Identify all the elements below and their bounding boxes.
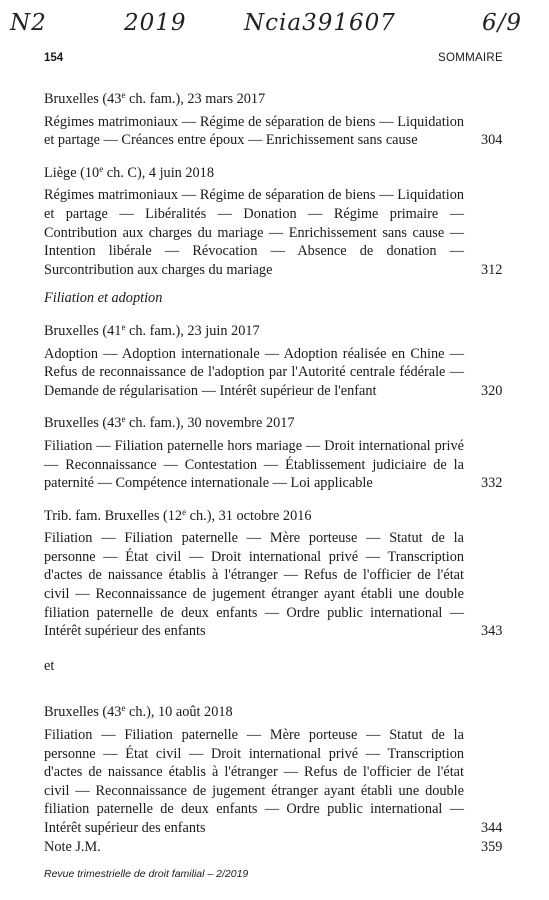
handwritten-annotation: N2 xyxy=(10,10,47,36)
page-reference: 332 xyxy=(481,475,503,492)
page-reference: 343 xyxy=(481,623,503,640)
table-of-contents xyxy=(44,86,503,870)
court-heading: Bruxelles (43e ch. fam.), 23 mars 2017 xyxy=(44,90,266,107)
keywords: Régimes matrimoniaux — Régime de séparation de biens — Liquidation et partage — Créances entre époux — Enrichissement sans cause 304 xyxy=(44,113,503,149)
page-reference: 344 xyxy=(481,820,503,836)
toc-entry xyxy=(44,86,503,150)
keywords: Régimes matrimoniaux — Régime de séparation de biens — Liquidation et partage — Libéralités — Donation — Régime primaire — Contribution aux charges du mariage — Enrichissement sans cause — Intention libérale — Révocation — Absence de donation — Surcontribution aux charges du mariage 312 xyxy=(44,187,503,278)
court-heading: Liège (10e ch. C), 4 juin 2018 xyxy=(44,163,214,181)
keywords: Filiation — Filiation paternelle — Mère porteuse — Statut de la personne — État civil — Droit international privé — Transcription d'actes de naissance établis à l'étranger — Refus de l'officier de l'état civil — Reconnaissance de jugement étranger ayant établi une double filiation paternelle de deux enfants — Ordre public international — Intérêt supérieur des enfants 344 xyxy=(44,727,503,836)
keywords: Filiation — Filiation paternelle — Mère porteuse — Statut de la personne — État civil — Droit international privé — Transcription d'actes de naissance établis à l'étranger — Refus de l'officier de l'état civil — Reconnaissance de jugement étranger ayant établi une double filiation paternelle de deux enfants — Ordre public international — Intérêt supérieur des enfants 343 xyxy=(44,530,503,640)
journal-footer: Revue trimestrielle de droit familial – 2/2019 xyxy=(44,868,249,880)
note-entry: Note J.M. 359 xyxy=(44,838,503,855)
keywords: Adoption — Adoption internationale — Adoption réalisée en Chine — Refus de reconnaissance de l'adoption par l'Autorité centrale fédérale — Demande de régularisation — Intérêt supérieur de l'enfant 320 xyxy=(44,345,503,399)
handwritten-annotation: 6/9 xyxy=(482,10,523,36)
keywords: Filiation — Filiation paternelle hors mariage — Droit international privé — Reconnaissance — Contestation — Établissement judiciaire de la paternité — Compétence internationale — Loi applicable 332 xyxy=(44,437,503,492)
page-reference: 320 xyxy=(481,382,503,399)
page-reference: 312 xyxy=(481,261,503,278)
court-heading: Bruxelles (43e ch.), 10 août 2018 xyxy=(44,703,233,721)
handwritten-annotation: Ncia391607 xyxy=(244,10,396,36)
toc-entry xyxy=(44,699,503,837)
toc-entry xyxy=(44,160,503,280)
court-heading: Trib. fam. Bruxelles (12e ch.), 31 octobre 2016 xyxy=(44,506,312,524)
page-reference: 359 xyxy=(481,838,503,855)
toc-entry xyxy=(44,503,503,641)
page-reference: 304 xyxy=(481,132,503,149)
handwritten-annotation: 2019 xyxy=(124,10,187,36)
court-heading: Bruxelles (43e ch. fam.), 30 novembre 2017 xyxy=(44,414,295,432)
running-header: SOMMAIRE xyxy=(437,52,503,64)
section-title: Filiation et adoption xyxy=(44,290,163,307)
conjunction-text: et xyxy=(44,657,55,674)
page-number: 154 xyxy=(44,52,64,64)
toc-entry xyxy=(44,410,503,492)
toc-entry xyxy=(44,318,503,400)
court-heading: Bruxelles (41e ch. fam.), 23 juin 2017 xyxy=(44,321,260,339)
